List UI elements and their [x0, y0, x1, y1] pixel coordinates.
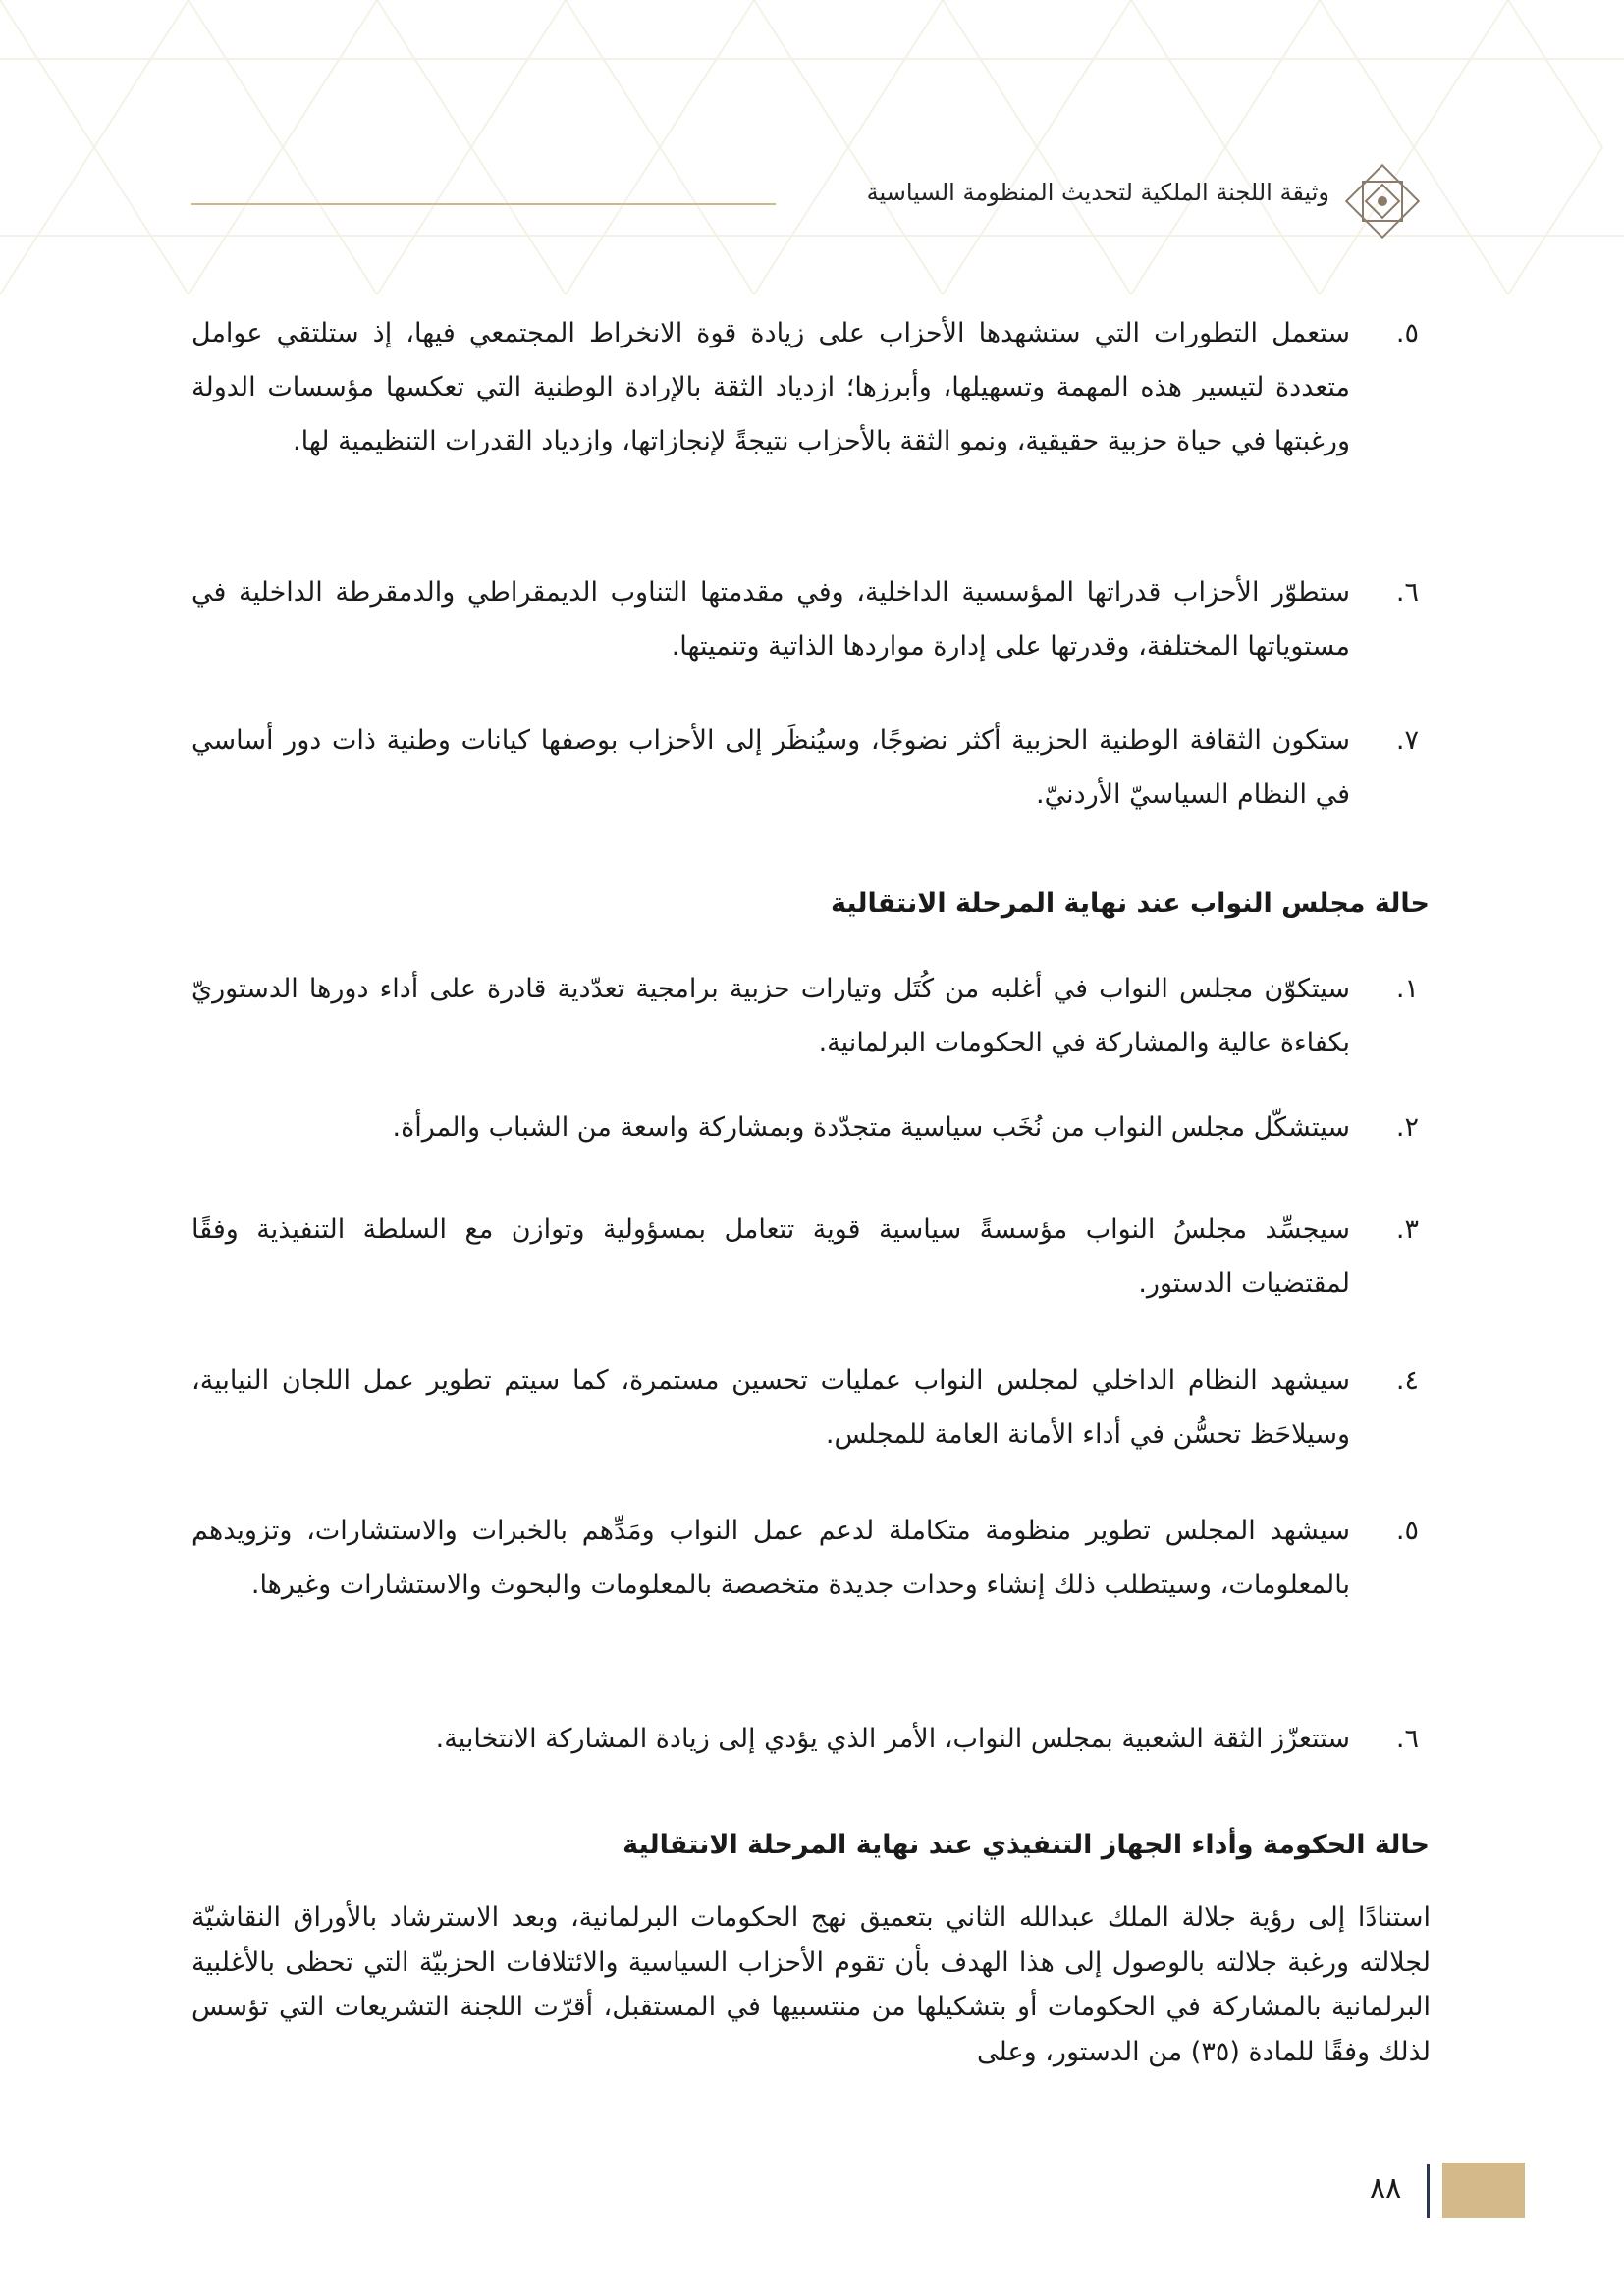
- page-number: ٨٨: [1370, 2171, 1402, 2206]
- list-item: [191, 1354, 1419, 1462]
- section-heading-parliament: حالة مجلس النواب عند نهاية المرحلة الانتقالية: [830, 888, 1430, 919]
- item-text: سيتشكّل مجلس النواب من نُخَب سياسية متجدّدة وبمشاركة واسعة من الشباب والمرأة.: [392, 1112, 1350, 1143]
- item-text: ستطوّر الأحزاب قدراتها المؤسسية الداخلية، وفي مقدمتها التناوب الديمقراطي والدمقرطة الداخلية في مستوياتها المختلفة، وقدرتها على إدارة مواردها الذاتية وتنميتها.: [191, 577, 1350, 662]
- item-text: ستكون الثقافة الوطنية الحزبية أكثر نضوجًا، وسيُنظَر إلى الأحزاب بوصفها كيانات وطنية ذات دور أساسي في النظام السياسيّ الأردنيّ.: [191, 725, 1350, 810]
- list-item: [191, 306, 1419, 468]
- section-heading-government: حالة الحكومة وأداء الجهاز التنفيذي عند نهاية المرحلة الانتقالية: [623, 1830, 1430, 1860]
- page-number-divider: [1427, 2164, 1430, 2218]
- list-item: [191, 1504, 1419, 1612]
- document-header-title: وثيقة اللجنة الملكية لتحديث المنظومة السياسية: [866, 179, 1329, 206]
- item-number: ٤.: [1395, 1365, 1419, 1396]
- body-paragraph: استنادًا إلى رؤية جلالة الملك عبدالله الثاني بتعميق نهج الحكومات البرلمانية، وبعد الاسترشاد بالأوراق النقاشيّة لجلالته ورغبة جلالته بالوصول إلى هذا الهدف بأن تقوم الأحزاب السياسية والائتلافات الحزبيّة التي تحظى بالأغلبية البرلمانية بالمشاركة في الحكومات أو بتشكيلها من منتسبيها في المستقبل، أقرّت اللجنة التشريعات التي تؤسس لذلك وفقًا للمادة (٣٥) من الدستور، وعلى: [191, 1902, 1431, 2067]
- list-item: [191, 1712, 1419, 1766]
- header-divider: [191, 203, 776, 205]
- item-text: ستعمل التطورات التي ستشهدها الأحزاب على زيادة قوة الانخراط المجتمعي فيها، إذ ستلتقي عوامل متعددة لتيسير هذه المهمة وتسهيلها، وأبرزها؛ ازدياد الثقة بالإرادة الوطنية التي تعكسها مؤسسات الدولة ورغبتها في حياة حزبية حقيقية، ونمو الثقة بالأحزاب نتيجةً لإنجازاتها، وازدياد القدرات التنظيمية لها.: [191, 318, 1350, 456]
- list-item: [191, 1100, 1419, 1154]
- item-text: سيشهد المجلس تطوير منظومة متكاملة لدعم عمل النواب ومَدِّهم بالخبرات والاستشارات، وتزويدهم بالمعلومات، وسيتطلب ذلك إنشاء وحدات جديدة متخصصة بالمعلومات والبحوث والاستشارات وغيرها.: [191, 1516, 1350, 1600]
- item-number: ٥.: [1395, 1516, 1419, 1546]
- list-item: [191, 1202, 1419, 1310]
- item-number: ١.: [1395, 974, 1419, 1004]
- list-item: [191, 565, 1419, 673]
- item-number: ٢.: [1395, 1112, 1419, 1143]
- item-number: ٦.: [1395, 1724, 1419, 1754]
- ornament-logo-icon: [1343, 162, 1422, 240]
- item-number: ٣.: [1395, 1214, 1419, 1245]
- item-text: سيجسِّد مجلسُ النواب مؤسسةً سياسية قوية تتعامل بمسؤولية وتوازن مع السلطة التنفيذية وفقًا لمقتضيات الدستور.: [191, 1214, 1350, 1299]
- item-number: ٧.: [1395, 725, 1419, 756]
- list-item: [191, 714, 1419, 822]
- item-text: ستتعزّز الثقة الشعبية بمجلس النواب، الأمر الذي يؤدي إلى زيادة المشاركة الانتخابية.: [435, 1724, 1350, 1754]
- page-number-tab: [1442, 2163, 1525, 2218]
- item-text: سيتكوّن مجلس النواب في أغلبه من كُتَل وتيارات حزبية برامجية تعدّدية قادرة على أداء دورها الدستوريّ بكفاءة عالية والمشاركة في الحكومات البرلمانية.: [191, 974, 1350, 1058]
- decorative-pattern: [0, 0, 1624, 294]
- item-number: ٦.: [1395, 577, 1419, 608]
- item-number: ٥.: [1395, 318, 1419, 348]
- list-item: [191, 962, 1419, 1070]
- item-text: سيشهد النظام الداخلي لمجلس النواب عمليات تحسين مستمرة، كما سيتم تطوير عمل اللجان النيابية، وسيلاحَظ تحسُّن في أداء الأمانة العامة للمجلس.: [191, 1365, 1350, 1450]
